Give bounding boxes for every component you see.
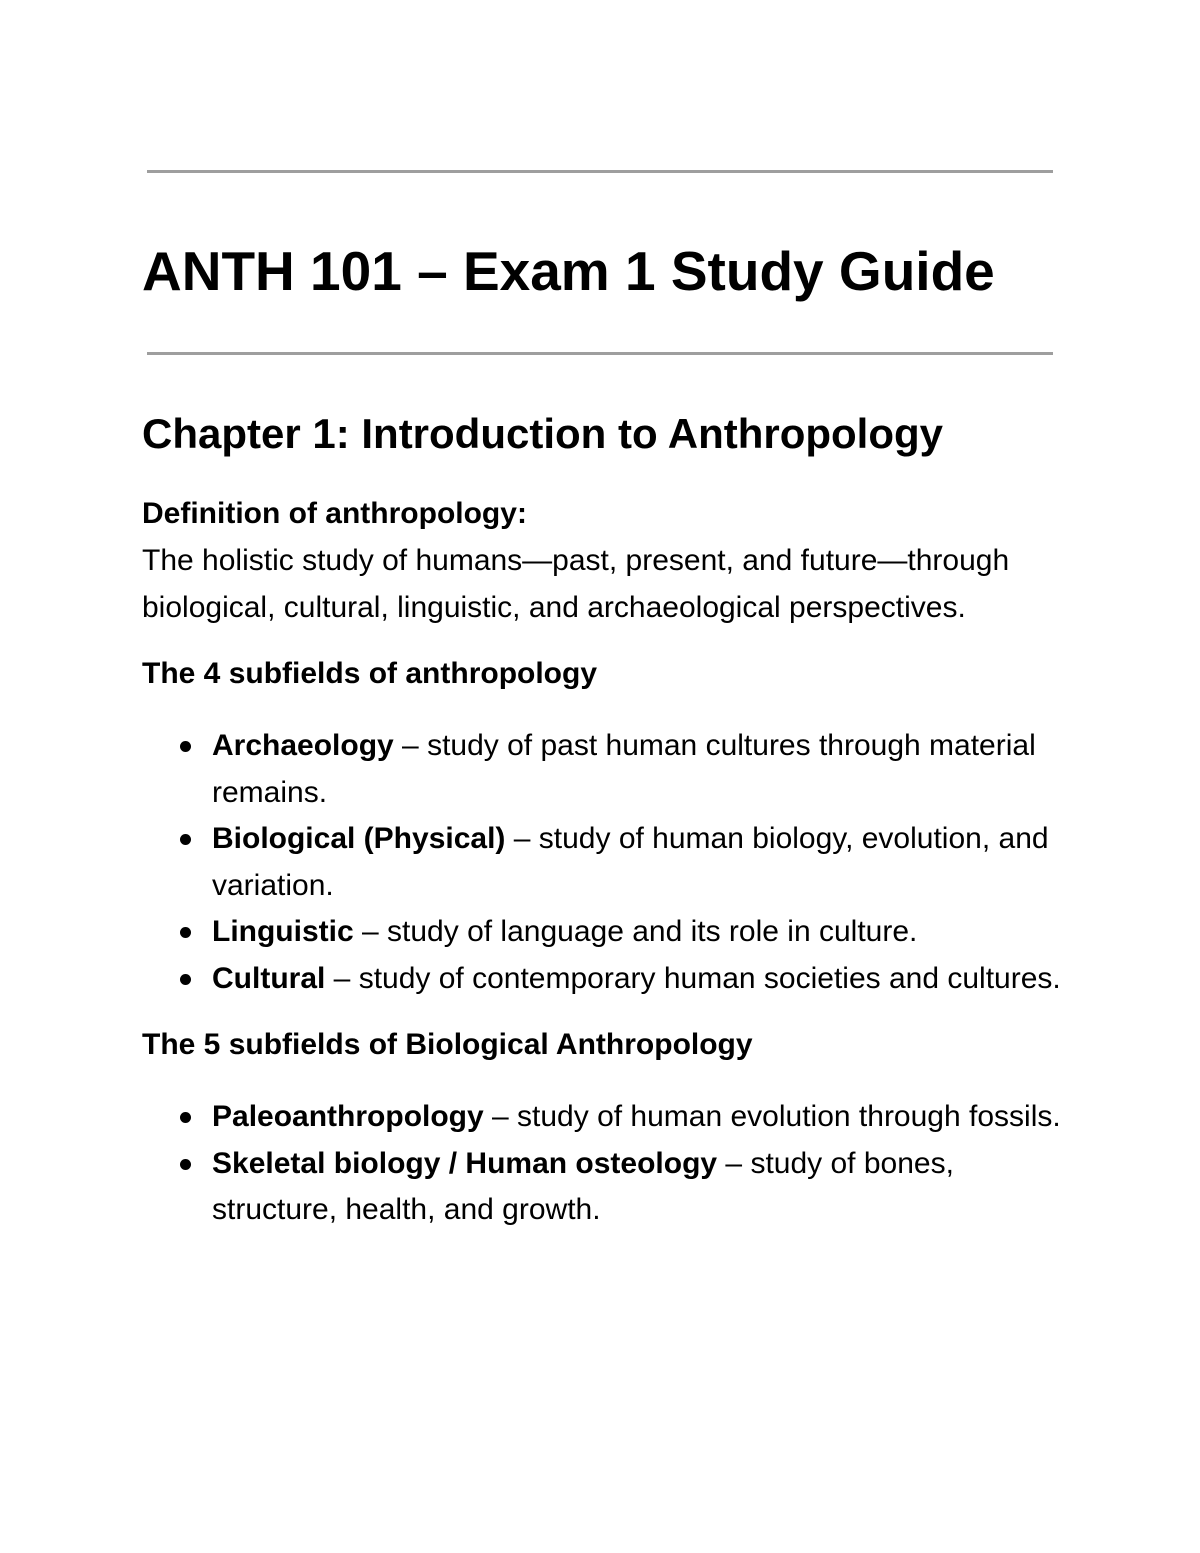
subfields-heading: The 4 subfields of anthropology	[142, 657, 598, 690]
title-divider	[147, 352, 1053, 355]
subfield-term: Biological (Physical)	[212, 822, 506, 855]
subfields-list	[142, 723, 1062, 1002]
subfield-term: Cultural	[212, 961, 326, 995]
list-item	[142, 1141, 1062, 1234]
bullet-icon	[180, 974, 191, 985]
subfield-description: – study of language and its role in culture.	[353, 915, 918, 948]
subfield-term: Skeletal biology / Human osteology	[212, 1146, 718, 1180]
bullet-icon	[180, 834, 191, 845]
bullet-icon	[180, 927, 191, 938]
top-divider	[147, 170, 1053, 173]
document-title: ANTH 101 – Exam 1 Study Guide	[142, 240, 995, 302]
subfield-description: – study of past human cultures through material remains.	[212, 729, 1036, 809]
subfield-description: – study of human evolution through fossils.	[483, 1100, 1061, 1133]
list-item	[142, 909, 1062, 956]
chapter-heading: Chapter 1: Introduction to Anthropology	[142, 410, 944, 457]
subfield-description: – study of human biology, evolution, and variation.	[212, 822, 1049, 902]
list-item	[142, 1094, 1062, 1141]
subfield-term: Archaeology	[212, 729, 394, 762]
subfield-description: – study of bones, structure, health, and growth.	[212, 1146, 954, 1226]
subfield-term: Linguistic	[212, 915, 354, 948]
definition-text: The holistic study of humans—past, present, and future—through biological, cultural, linguistic, and archaeological perspectives.	[142, 544, 1010, 624]
chapter-1-section	[142, 405, 1062, 1234]
bullet-icon	[180, 741, 191, 752]
list-item	[142, 956, 1062, 1003]
definition-label: Definition of anthropology:	[142, 497, 527, 530]
list-item	[142, 816, 1062, 909]
bio-subfields-heading: The 5 subfields of Biological Anthropology	[142, 1028, 753, 1061]
subfield-term: Paleoanthropology	[212, 1100, 484, 1133]
list-item	[142, 723, 1062, 816]
subfield-description: – study of contemporary human societies and cultures.	[325, 961, 1061, 995]
bullet-icon	[180, 1159, 191, 1170]
bullet-icon	[180, 1112, 191, 1123]
bio-subfields-list	[142, 1094, 1062, 1234]
